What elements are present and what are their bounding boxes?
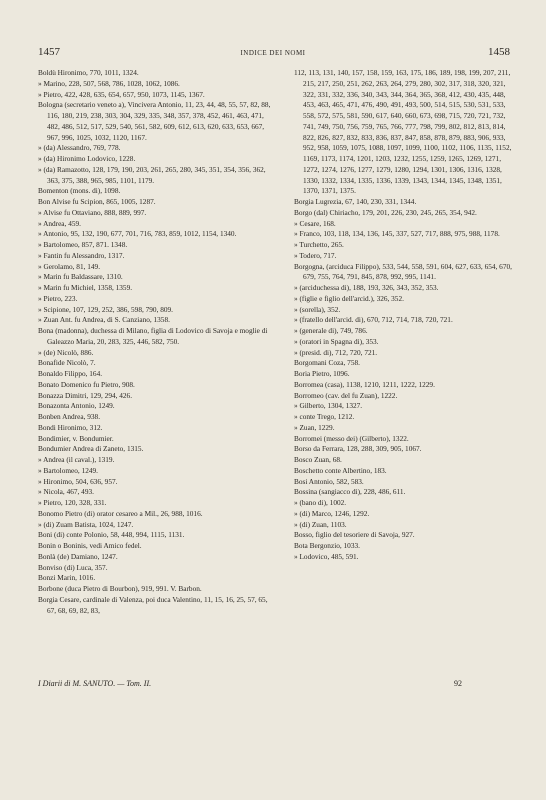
index-entry: » Cesare, 168. <box>294 218 336 228</box>
running-title: INDICE DEI NOMI <box>240 49 306 57</box>
index-entry: 112, 113, 131, 140, 157, 158, 159, 163, 175, 186, 189, 198, 199, 207, 211, 215, 217, 250, 251, 262, 263, 264, 279, 280, 302, 317, 318, 320, 321, 322, 331, 332, 336, 340, 343, 344, 364, 365, 368, 412, 430, 435, 448, 453, 463, 465, 471, 476, 490, 491, 493, 500, 514, 515, 530, 531, 533, 558, 572, 575, 581, 590, 617, 640, 660, 673, 698, 715, 720, 721, 732, 741, 749, 750, 756, 759, 765, 766, 777, 798, 799, 802, 812, 813, 814, 822, 826, 827, 832, 833, 836, 837, 847, 858, 878, 879, 883, 906, 933, 952, 958, 1059, 1075, 1088, 1097, 1099, 1100, 1102, 1106, 1135, 1152, 1169, 1173, 1174, 1201, 1203, 1232, 1255, 1259, 1265, 1269, 1271, 1272, 1274, 1276, 1277, 1279, 1280, 1294, 1301, 1306, 1316, 1328, 1330, 1332, 1334, 1335, 1336, 1339, 1343, 1344, 1345, 1348, 1351, 1370, 1371, 1375. <box>294 68 512 196</box>
index-entry: » Hironimo, 504, 636, 957. <box>38 476 118 486</box>
index-entry: Bonaldo Filippo, 164. <box>38 369 103 378</box>
index-entry: Borgo (dal) Chiriacho, 179, 201, 226, 230, 245, 265, 354, 942. <box>294 207 477 217</box>
index-entry: » (arciduchessa di), 188, 193, 326, 343, 352, 353. <box>294 283 439 292</box>
index-entry: Bonben Andrea, 938. <box>38 412 101 421</box>
index-entry: Bosi Antonio, 582, 583. <box>294 476 364 486</box>
index-entry: » (figlie e figlio dell'arcid.), 326, 352. <box>294 293 404 303</box>
index-entry: Bona (madonna), duchessa di Milano, figlia di Lodovico di Savoja e moglie di Galeazzo Maria, 20, 283, 325, 446, 582, 750. <box>38 326 268 346</box>
index-entry: » Marin fu Baldassare, 1310. <box>38 272 123 282</box>
index-entry: » Gilberto, 1304, 1327. <box>294 401 363 411</box>
index-entry: » Pietro, 422, 428, 635, 654, 657, 950, 1073, 1145, 1367. <box>38 89 205 99</box>
index-entry: Boschetto conte Albertino, 183. <box>294 465 387 475</box>
index-entry: » (da) Alessandro, 769, 778. <box>38 143 121 153</box>
index-entry: Bondi Hironimo, 312. <box>38 422 103 432</box>
index-entry: Bonin o Boninis, vedi Amico fedel. <box>38 541 142 550</box>
index-entry: » (da) Hironimo Lodovico, 1228. <box>38 154 136 163</box>
page-number-right: 1458 <box>488 46 510 58</box>
index-entry: Bonazonta Antonio, 1249. <box>38 401 115 411</box>
index-entry: » Todero, 717. <box>294 250 337 260</box>
index-entry: » Marin fu Michiel, 1358, 1359. <box>38 283 133 292</box>
index-entry: » Pietro, 223. <box>38 293 78 303</box>
index-entry: Bonazza Dimitri, 129, 294, 426. <box>38 390 133 400</box>
index-entry: » Bartolomeo, 857, 871. 1348. <box>38 240 128 249</box>
index-entry: Borgia Cesare, cardinale di Valenza, poi duca Valentino, 11, 15, 16, 25, 57, 65, 67, 68, 69, 82, 83, <box>38 594 268 615</box>
index-entry: Borromei (messo dei) (Gilberto), 1322. <box>294 433 409 443</box>
index-entry: Borromeo (cav. del fu Zuan), 1222. <box>294 390 398 400</box>
index-entry: Bosso, figlio del tesoriere di Savoja, 927. <box>294 530 415 540</box>
index-entry: » conte Trego, 1212. <box>294 412 355 421</box>
index-entry: » Turchetto, 265. <box>294 240 344 249</box>
index-entry: » (de) Nicolò, 886. <box>38 347 94 357</box>
index-entry: Borbone (duca Pietro di Bourbon), 919, 991. V. Barbon. <box>38 584 202 593</box>
index-entry: » Gerolamo, 81, 149. <box>38 261 101 271</box>
index-entry: Borgogna, (arciduca Filippo), 533, 544, 558, 591, 604, 627, 633, 654, 670, 679, 755, 764, 791, 845, 878, 992, 995, 1141. <box>294 261 512 282</box>
index-entry: » (presid. di), 712, 720, 721. <box>294 347 378 357</box>
index-entry: » (sorella), 352. <box>294 304 341 314</box>
footer-signature: I Diarii di M. SANUTO. — Tom. II. <box>38 679 152 688</box>
index-entry: Bonafide Nicolò, 7. <box>38 358 96 368</box>
index-entry: Bonviso (di) Luca, 357. <box>38 562 108 572</box>
index-entry: Borso da Ferrara, 128, 288, 309, 905, 1067. <box>294 444 422 454</box>
index-entry: Bonzi Marin, 1016. <box>38 573 96 583</box>
index-entry: Bonato Domenico fu Pietro, 908. <box>38 379 135 389</box>
index-entry: » Franco, 103, 118, 134, 136, 145, 337, 527, 717, 888, 975, 988, 1178. <box>294 229 500 239</box>
index-column-left <box>38 68 276 616</box>
index-entry: » Andrea (il caval.), 1319. <box>38 455 115 464</box>
index-entry: Bota Bergonzio, 1033. <box>294 541 360 550</box>
index-entry: Borgia Lugrezia, 67, 140, 230, 331, 1344. <box>294 197 417 206</box>
index-entry: Borgomani Coza, 758. <box>294 358 360 368</box>
index-entry: » (oratori in Spagna di), 353. <box>294 336 379 346</box>
index-entry: Bossina (sangiacco di), 228, 486, 611. <box>294 487 406 497</box>
index-entry: » (bano di), 1002. <box>294 498 347 507</box>
index-entry: Bomenton (mons. di), 1098. <box>38 186 121 196</box>
index-entry: » Andrea, 459. <box>38 218 81 228</box>
index-entry: » (di) Zuan, 1103. <box>294 519 347 529</box>
index-entry: » (generale di), 749, 786. <box>294 326 368 335</box>
index-entry: Boria Pietro, 1096. <box>294 369 350 378</box>
page-number-left: 1457 <box>38 46 60 58</box>
index-entry: » Nicola, 467, 493. <box>38 487 94 497</box>
index-entry: Bonlà (de) Damiano, 1247. <box>38 551 118 561</box>
index-entry: » Antonio, 95, 132, 190, 677, 701, 716, 783, 859, 1012, 1154, 1340. <box>38 229 237 239</box>
index-entry: » (di) Zuam Batista, 1024, 1247. <box>38 519 134 529</box>
index-entry: » Fantin fu Alessandro, 1317. <box>38 250 125 260</box>
index-entry: Bonomo Pietro (di) orator cesareo a Mil., 26, 988, 1016. <box>38 508 203 518</box>
index-entry: Bondimier, v. Bondumier. <box>38 433 114 443</box>
index-entry: » Pietro, 120, 328, 331. <box>38 498 107 507</box>
index-entry: » Alvise fu Ottaviano, 888, 889, 997. <box>38 207 147 217</box>
index-entry: » Lodovico, 485, 591. <box>294 551 359 561</box>
index-entry: Borromea (casa), 1138, 1210, 1211, 1222, 1229. <box>294 379 435 389</box>
index-entry: Boldù Hironimo, 770, 1011, 1324. <box>38 68 139 77</box>
index-entry: Bon Alvise fu Scipion, 865, 1005, 1287. <box>38 197 156 206</box>
index-entry: » (da) Ramazotto, 128, 179, 190, 203, 261, 265, 280, 345, 351, 354, 356, 362, 363, 375, 388, 965, 985, 1101, 1179. <box>38 164 266 185</box>
index-entry: Bosco Zuan, 68. <box>294 455 342 464</box>
index-entry: » Marino, 228, 507, 568, 786, 1028, 1062, 1086. <box>38 78 180 88</box>
index-entry: » Zuan Ant. fu Andrea, di S. Canziano, 1358. <box>38 315 170 325</box>
index-column-right <box>294 68 512 563</box>
index-entry: » Bartolomeo, 1249. <box>38 465 98 475</box>
index-entry: » Zuan, 1229. <box>294 422 335 432</box>
index-entry: Boni (di) conte Polonio, 58, 448, 994, 1115, 1131. <box>38 530 185 540</box>
index-entry: » (fratello dell'arcid. di), 670, 712, 714, 718, 720, 721. <box>294 315 453 325</box>
index-entry: » Scipione, 107, 129, 252, 386, 598, 790, 809. <box>38 304 173 314</box>
index-entry: Bologna (secretario veneto a), Vincivera Antonio, 11, 23, 44, 48, 55, 57, 82, 88, 116, 180, 219, 238, 303, 304, 329, 335, 348, 357, 378, 452, 461, 463, 471, 482, 486, 512, 517, 529, 540, 561, 582, 609, 612, 613, 620, 633, 653, 667, 967, 996, 1025, 1032, 1120, 1167. <box>38 100 271 142</box>
signature-number: 92 <box>454 679 462 688</box>
index-entry: Bondumier Andrea di Zaneto, 1315. <box>38 444 144 454</box>
index-entry: » (di) Marco, 1246, 1292. <box>294 508 370 518</box>
